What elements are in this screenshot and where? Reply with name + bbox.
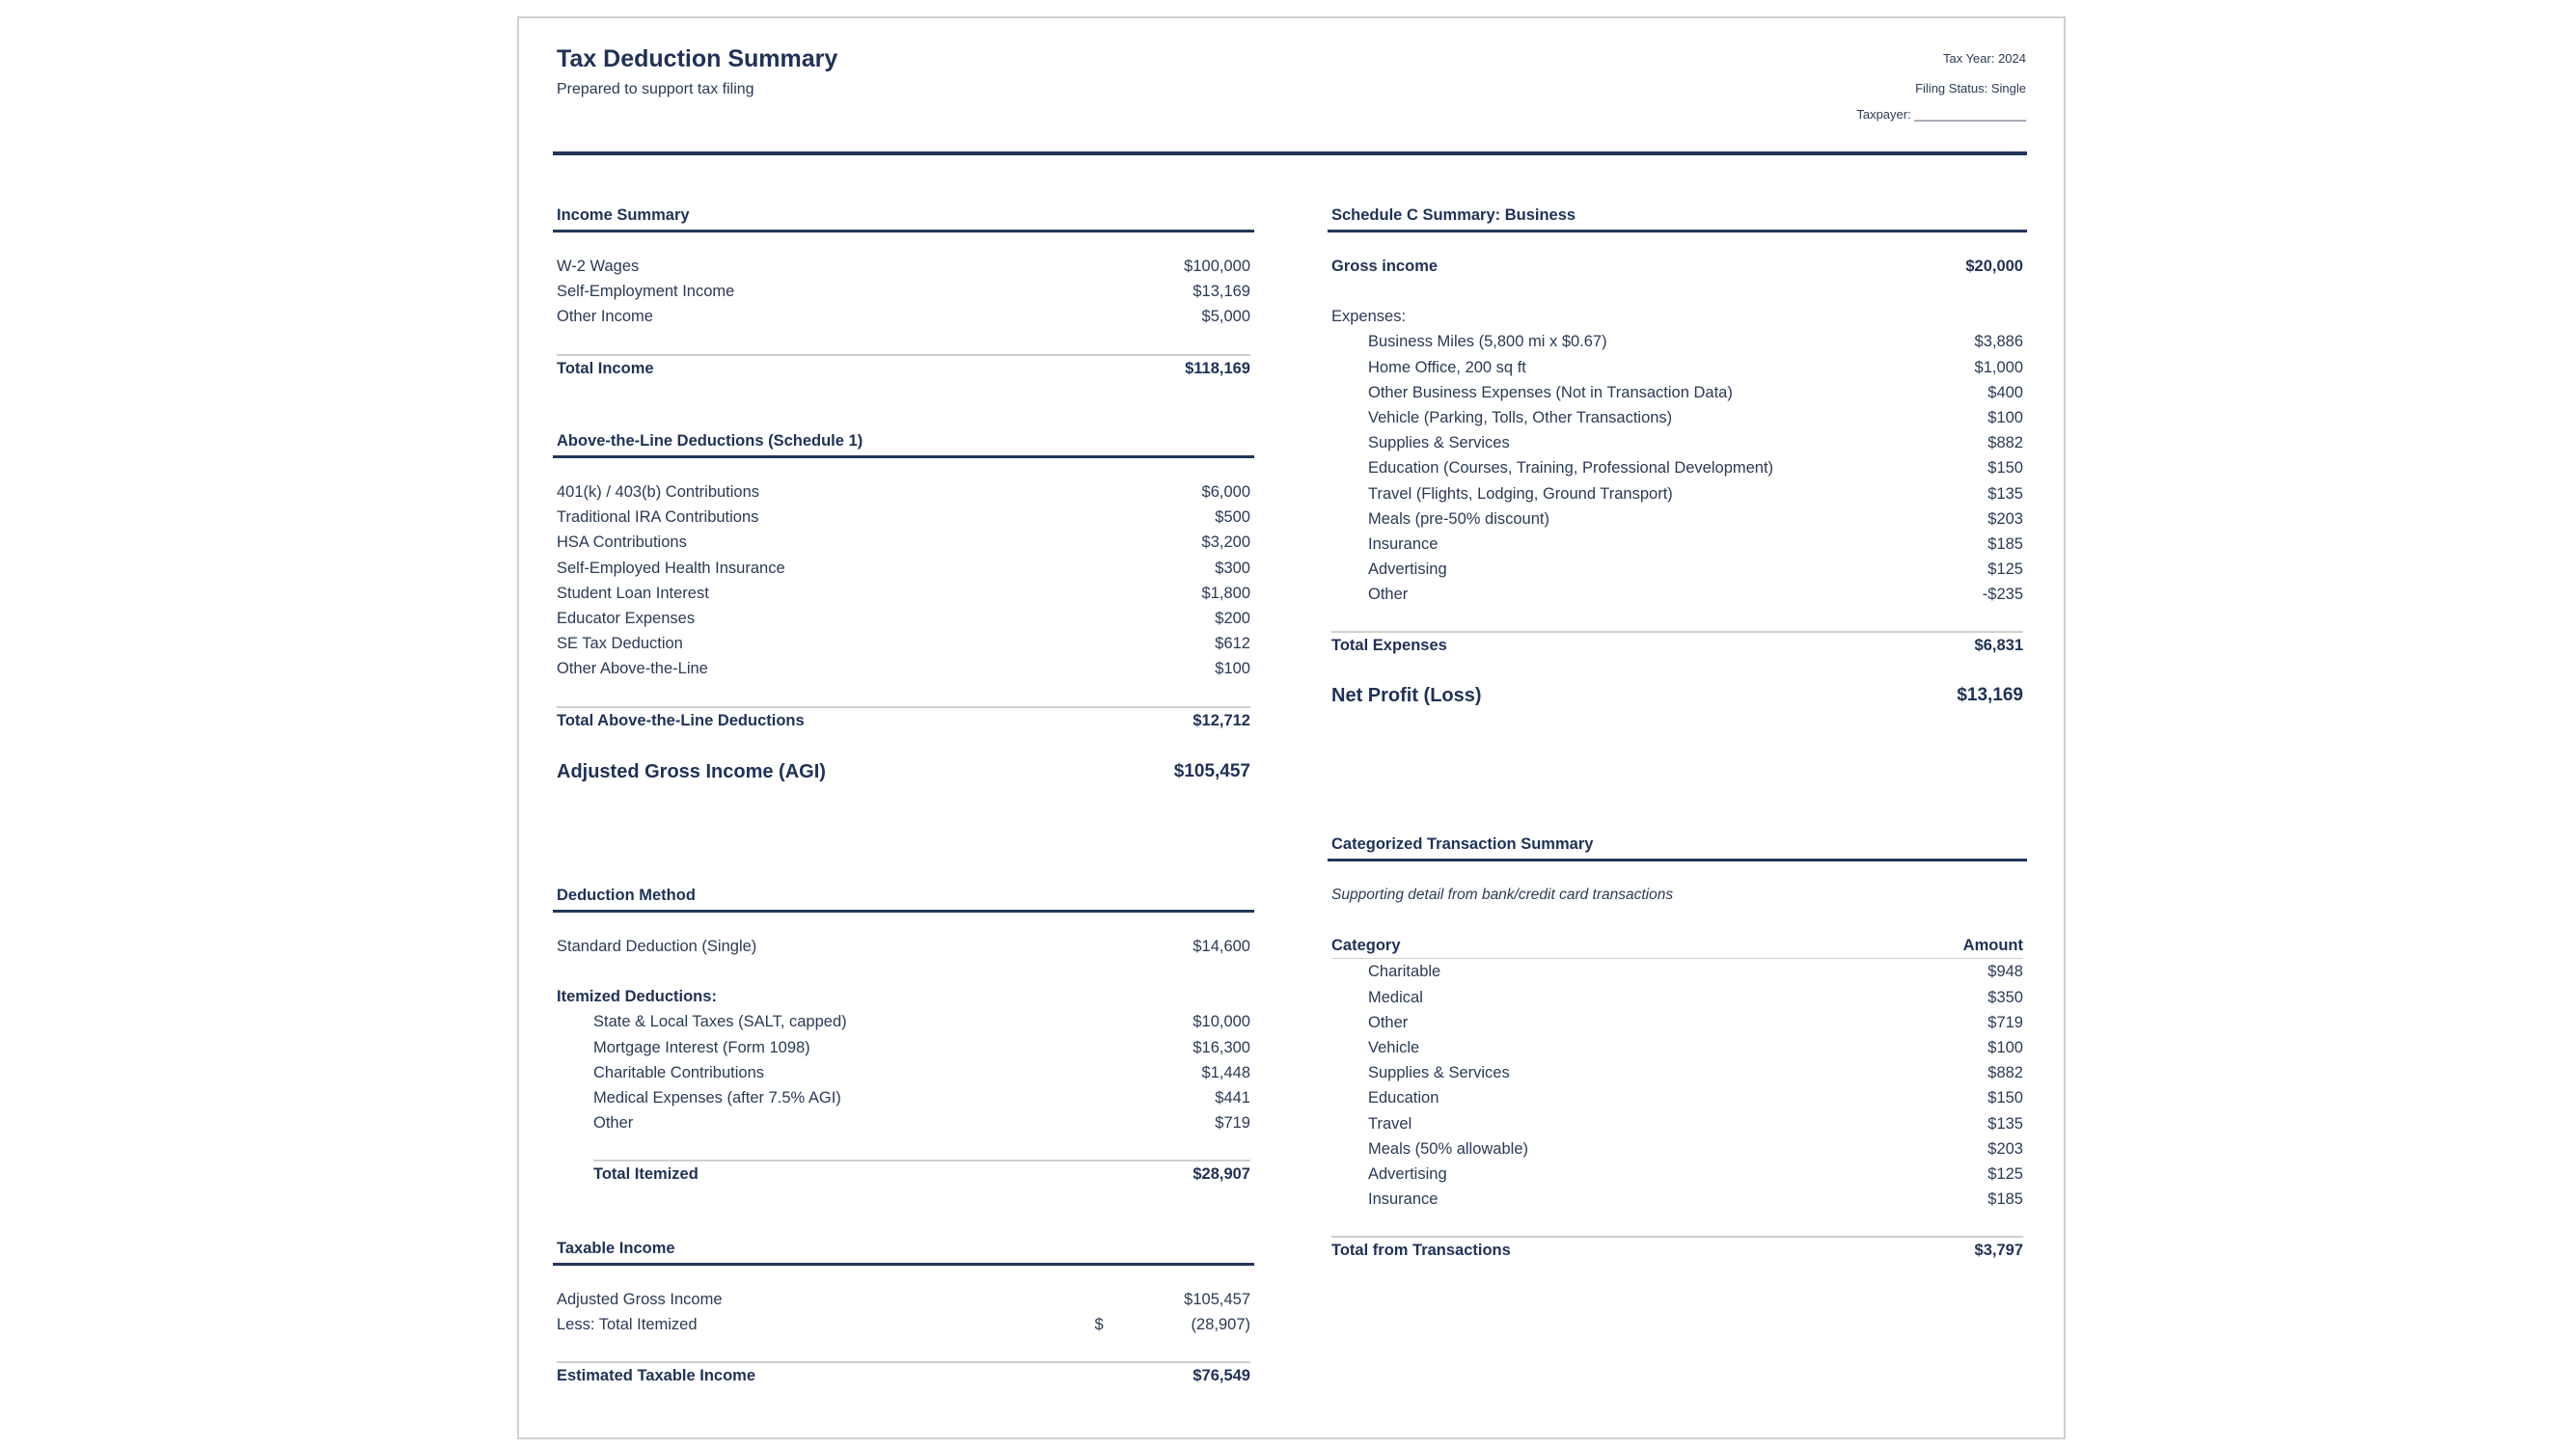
row-value: $135 bbox=[1987, 1114, 2023, 1133]
table-row bbox=[1331, 1162, 2023, 1187]
table-row bbox=[1331, 1035, 2023, 1060]
table-row bbox=[557, 1085, 1250, 1110]
row-label: Meals (pre-50% discount) bbox=[1368, 509, 1549, 528]
row-value: $200 bbox=[1215, 609, 1250, 627]
row-label: Gross income bbox=[1331, 258, 1439, 275]
row-value: $719 bbox=[1215, 1114, 1250, 1133]
section-heading: Categorized Transaction Summary bbox=[1328, 832, 2027, 861]
table-row bbox=[557, 631, 1250, 656]
table-row bbox=[557, 556, 1250, 581]
row-label: Vehicle bbox=[1368, 1038, 1420, 1056]
row-label: SE Tax Deduction bbox=[557, 635, 683, 653]
section-note: Supporting detail from bank/credit card transactions bbox=[1331, 887, 1674, 903]
table-row bbox=[1331, 506, 2023, 532]
taxpayer-field: Taxpayer: ________________ bbox=[1856, 107, 2026, 122]
table-row bbox=[1331, 582, 2023, 607]
page-title: Tax Deduction Summary bbox=[557, 45, 838, 72]
estimated-taxable-row bbox=[557, 1361, 1250, 1388]
row-label: Travel bbox=[1368, 1114, 1412, 1133]
row-value: $150 bbox=[1987, 1089, 2023, 1107]
row-label: Other bbox=[1368, 1013, 1409, 1031]
row-value: $12,712 bbox=[1192, 711, 1250, 729]
table-row bbox=[1331, 455, 2023, 480]
row-value: $1,800 bbox=[1201, 584, 1250, 602]
row-label: Total from Transactions bbox=[1331, 1242, 1511, 1260]
row-value: $20,000 bbox=[1965, 258, 2023, 275]
row-value: $6,000 bbox=[1201, 483, 1250, 501]
schedule-c-rows bbox=[1328, 232, 2027, 710]
above-line-rows bbox=[553, 458, 1254, 786]
row-label: Total Income bbox=[557, 359, 654, 377]
table-header bbox=[1331, 933, 2023, 959]
row-value: $105,457 bbox=[1173, 760, 1250, 781]
row-value: $882 bbox=[1987, 1064, 2023, 1082]
row-label: Other bbox=[1368, 586, 1409, 604]
table-row bbox=[1331, 329, 2023, 354]
row-value: $125 bbox=[1987, 1164, 2023, 1183]
row-label: Adjusted Gross Income bbox=[557, 1291, 723, 1308]
table-row bbox=[557, 1035, 1250, 1060]
table-row bbox=[1331, 1085, 2023, 1110]
column-header-amount: Amount bbox=[1962, 937, 2023, 955]
row-value: $882 bbox=[1987, 434, 2023, 452]
table-row bbox=[1331, 481, 2023, 506]
net-profit-row bbox=[1331, 681, 2023, 710]
row-value: $948 bbox=[1987, 963, 2023, 981]
table-row bbox=[1331, 1010, 2023, 1035]
row-value: $14,600 bbox=[1192, 938, 1250, 955]
row-value: $6,831 bbox=[1974, 637, 2023, 655]
row-label: Supplies & Services bbox=[1368, 1064, 1510, 1082]
row-label: Net Profit (Loss) bbox=[1331, 685, 1482, 707]
row-value: $100 bbox=[1987, 408, 2023, 426]
total-itemized-row bbox=[593, 1160, 1250, 1187]
row-value: $13,169 bbox=[1192, 283, 1250, 301]
table-row bbox=[1331, 355, 2023, 380]
agi-row bbox=[557, 1287, 1250, 1312]
row-label: Student Loan Interest bbox=[557, 584, 709, 602]
row-value: $441 bbox=[1215, 1088, 1250, 1107]
deduction-rows bbox=[553, 913, 1254, 1187]
section-heading: Income Summary bbox=[553, 203, 1254, 232]
row-value: $612 bbox=[1215, 635, 1250, 653]
row-label: HSA Contributions bbox=[557, 533, 687, 552]
row-label: Education (Courses, Training, Professional Development) bbox=[1368, 459, 1774, 478]
schedule-c-section bbox=[1328, 203, 2027, 710]
itemized-label: Itemized Deductions: bbox=[557, 988, 717, 1006]
row-label: Total Above-the-Line Deductions bbox=[557, 711, 805, 729]
row-label: Other bbox=[593, 1114, 634, 1133]
row-label: Other Above-the-Line bbox=[557, 660, 708, 678]
transaction-rows bbox=[1328, 861, 2027, 1263]
expense-rows bbox=[1331, 329, 2023, 710]
row-value: $185 bbox=[1987, 534, 2023, 553]
filing-status: Filing Status: Single bbox=[1915, 81, 2026, 96]
total-transactions-row bbox=[1331, 1236, 2023, 1263]
table-row bbox=[1331, 557, 2023, 582]
table-row bbox=[557, 304, 1250, 329]
row-value: $118,169 bbox=[1185, 359, 1250, 377]
row-value: $500 bbox=[1215, 508, 1250, 527]
currency-symbol: $ bbox=[1094, 1316, 1104, 1334]
row-label: State & Local Taxes (SALT, capped) bbox=[593, 1013, 847, 1031]
row-label: Vehicle (Parking, Tolls, Other Transactions) bbox=[1368, 408, 1673, 426]
table-row bbox=[1331, 959, 2023, 984]
table-row bbox=[557, 1110, 1250, 1135]
column-header-category: Category bbox=[1331, 937, 1401, 955]
row-value: $1,000 bbox=[1974, 358, 2023, 376]
table-row bbox=[1331, 985, 2023, 1010]
table-row bbox=[557, 1009, 1250, 1034]
row-label: Education bbox=[1368, 1089, 1439, 1107]
row-label: Other Business Expenses (Not in Transaction Data) bbox=[1368, 383, 1733, 401]
header-divider bbox=[553, 151, 2027, 155]
row-label: Insurance bbox=[1368, 1190, 1439, 1209]
income-rows bbox=[553, 232, 1254, 381]
row-value: -$235 bbox=[1982, 586, 2023, 604]
row-label: Total Expenses bbox=[1331, 637, 1447, 655]
row-label: Estimated Taxable Income bbox=[557, 1367, 756, 1385]
row-value: $100 bbox=[1215, 660, 1250, 678]
row-label: Other Income bbox=[557, 308, 653, 326]
deduction-method-section bbox=[553, 883, 1254, 1187]
above-line-section bbox=[553, 428, 1254, 786]
standard-deduction-row bbox=[557, 934, 1250, 959]
row-value: $135 bbox=[1987, 484, 2023, 503]
row-label: Supplies & Services bbox=[1368, 434, 1510, 452]
row-label: Travel (Flights, Lodging, Ground Transport) bbox=[1368, 484, 1673, 503]
row-value: $28,907 bbox=[1192, 1165, 1250, 1184]
row-value: $350 bbox=[1987, 988, 2023, 1006]
row-label: Self-Employment Income bbox=[557, 283, 735, 301]
table-row bbox=[1331, 380, 2023, 405]
row-value: $76,549 bbox=[1192, 1367, 1250, 1385]
table-row bbox=[557, 254, 1250, 279]
row-value: $300 bbox=[1215, 559, 1250, 577]
row-label: Advertising bbox=[1368, 560, 1447, 579]
row-value: $13,169 bbox=[1957, 685, 2023, 706]
itemized-rows bbox=[557, 1009, 1250, 1187]
table-row bbox=[1331, 430, 2023, 455]
tax-year: Tax Year: 2024 bbox=[1942, 51, 2026, 66]
table-row bbox=[557, 479, 1250, 505]
total-income-row bbox=[557, 354, 1250, 381]
transaction-summary-section bbox=[1328, 832, 2027, 1263]
table-row bbox=[1331, 405, 2023, 430]
table-row bbox=[1331, 1187, 2023, 1212]
row-value: $203 bbox=[1987, 509, 2023, 528]
row-value: $203 bbox=[1987, 1139, 2023, 1158]
table-row bbox=[1331, 1060, 2023, 1085]
row-value: $3,200 bbox=[1201, 533, 1250, 552]
row-value: $1,448 bbox=[1201, 1063, 1250, 1081]
row-value: $5,000 bbox=[1201, 308, 1250, 326]
section-heading: Taxable Income bbox=[553, 1236, 1254, 1266]
row-value: $400 bbox=[1987, 383, 2023, 401]
row-value: $3,797 bbox=[1974, 1242, 2023, 1260]
income-summary-section bbox=[553, 203, 1254, 381]
taxable-income-section bbox=[553, 1236, 1254, 1388]
row-label: Educator Expenses bbox=[557, 609, 696, 627]
row-label: Advertising bbox=[1368, 1164, 1447, 1183]
taxable-rows bbox=[553, 1266, 1254, 1388]
row-value: $16,300 bbox=[1192, 1038, 1250, 1056]
table-row bbox=[557, 606, 1250, 631]
table-row bbox=[1331, 1136, 2023, 1162]
agi-row bbox=[557, 757, 1250, 786]
row-label: 401(k) / 403(b) Contributions bbox=[557, 483, 760, 501]
gross-income-row bbox=[1331, 254, 2023, 279]
row-value: $125 bbox=[1987, 560, 2023, 579]
row-value: $100 bbox=[1987, 1038, 2023, 1056]
row-value: $719 bbox=[1987, 1013, 2023, 1031]
page-subtitle: Prepared to support tax filing bbox=[557, 81, 754, 97]
row-label: W-2 Wages bbox=[557, 258, 640, 275]
row-label: Adjusted Gross Income (AGI) bbox=[557, 760, 826, 782]
expenses-label: Expenses: bbox=[1331, 308, 1407, 326]
row-value: (28,907) bbox=[1191, 1316, 1250, 1334]
row-label: Home Office, 200 sq ft bbox=[1368, 358, 1526, 376]
row-value: $150 bbox=[1987, 459, 2023, 478]
row-label: Standard Deduction (Single) bbox=[557, 938, 757, 955]
section-heading: Above-the-Line Deductions (Schedule 1) bbox=[553, 428, 1254, 458]
table-row bbox=[557, 530, 1250, 555]
row-label: Medical bbox=[1368, 988, 1423, 1006]
row-label: Meals (50% allowable) bbox=[1368, 1139, 1528, 1158]
row-value: $185 bbox=[1987, 1190, 2023, 1209]
row-label: Total Itemized bbox=[593, 1165, 699, 1184]
table-row bbox=[1331, 532, 2023, 557]
row-value: $3,886 bbox=[1974, 333, 2023, 351]
table-row bbox=[557, 505, 1250, 530]
section-heading: Schedule C Summary: Business bbox=[1328, 203, 2027, 232]
section-heading: Deduction Method bbox=[553, 883, 1254, 913]
table-row bbox=[1331, 1111, 2023, 1136]
row-label: Charitable bbox=[1368, 963, 1441, 981]
total-above-line-row bbox=[557, 706, 1250, 733]
row-value: $10,000 bbox=[1192, 1013, 1250, 1031]
row-label: Mortgage Interest (Form 1098) bbox=[593, 1038, 810, 1056]
row-label: Self-Employed Health Insurance bbox=[557, 559, 785, 577]
row-value: $105,457 bbox=[1184, 1291, 1250, 1308]
table-row bbox=[557, 581, 1250, 606]
row-value: $100,000 bbox=[1184, 258, 1250, 275]
less-itemized-row bbox=[557, 1312, 1250, 1337]
row-label: Less: Total Itemized bbox=[557, 1316, 698, 1334]
row-label: Medical Expenses (after 7.5% AGI) bbox=[593, 1088, 841, 1107]
table-row bbox=[557, 279, 1250, 304]
row-label: Charitable Contributions bbox=[593, 1063, 765, 1081]
row-label: Business Miles (5,800 mi x $0.67) bbox=[1368, 333, 1607, 351]
transaction-table-rows bbox=[1331, 959, 2023, 1263]
table-row bbox=[557, 1060, 1250, 1085]
total-expenses-row bbox=[1331, 631, 2023, 658]
table-row bbox=[557, 656, 1250, 681]
row-label: Traditional IRA Contributions bbox=[557, 508, 759, 527]
row-label: Insurance bbox=[1368, 534, 1439, 553]
